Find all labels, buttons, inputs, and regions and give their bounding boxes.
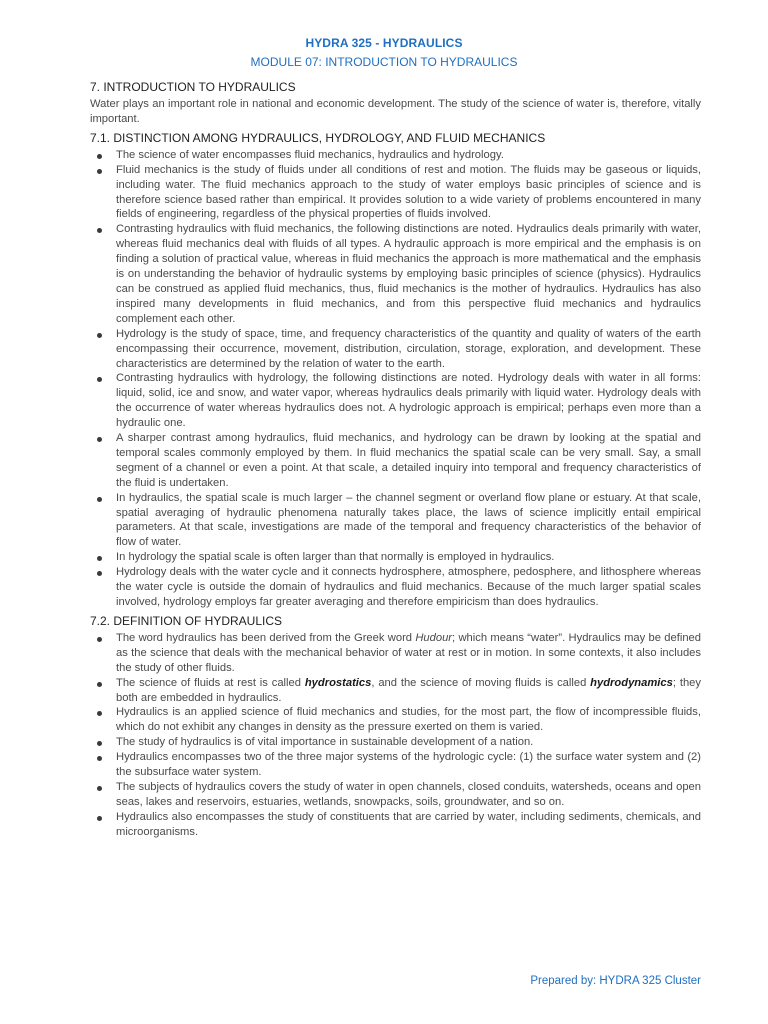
bullet-icon [97, 756, 102, 761]
bullet-icon [97, 377, 102, 382]
list-item-text: A sharper contrast among hydraulics, fluid mechanics, and hydrology can be drawn by looking at the spatial and temporal scales commonly employed by them. In fluid mechanics the spatial scale can be very small. Say, a small segment of a channel or even a point. At that scale, a detailed inquiry into temporal and frequency characteristics of the fluid is undertaken. [116, 432, 701, 489]
list-item-text: In hydrology the spatial scale is often larger than that normally is employed in hydraulics. [116, 551, 555, 564]
list-item [116, 780, 701, 810]
list-item [116, 676, 701, 706]
list-item-text: Contrasting hydraulics with fluid mechanics, the following distinctions are noted. Hydraulics deals primarily with water, whereas fluid mechanics deal with fluids of all types. A hydraulic approach is more empirical and the emphasis is on finding a solution of practical value, whereas in fluid mechanics the approach is more mathematical and the emphasis is on understanding the behavior of hydraulic systems by employing basic principles of science (physics). Hydraulics can be construed as applied fluid mechanics, thus, fluid mechanics is the mother of hydraulics. Hydraulics has also inspired many developments in fluid mechanics, and from this perspective fluid mechanics and hydraulics complement each other. [116, 223, 701, 325]
bullet-icon [97, 741, 102, 746]
list-item [116, 750, 701, 780]
bullet-icon [97, 786, 102, 791]
list-item-text: Hydraulics is an applied science of fluid mechanics and studies, for the most part, the flow of incompressible fluids, which do not exhibit any changes in density as the pressure exerted on them is varied. [116, 706, 701, 734]
list-item-text: Fluid mechanics is the study of fluids under all conditions of rest and motion. The fluids may be gaseous or liquids, including water. The fluid mechanics approach to the study of water employs basic principles of science and is therefore science based rather than empirical. It provides solution to a wide variety of problems encountered in many fields of engineering, regardless of the physical properties of fluids involved. [116, 163, 701, 221]
list-item [116, 565, 701, 610]
prepared-by-footer: Prepared by: HYDRA 325 Cluster [530, 975, 701, 987]
bullet-icon [97, 711, 102, 716]
list-item [116, 735, 701, 750]
bullet-icon [97, 637, 102, 642]
list-item [116, 431, 701, 491]
section-7-1-heading: 7.1. DISTINCTION AMONG HYDRAULICS, HYDROLOGY, AND FLUID MECHANICS [90, 130, 546, 145]
list-item-text-part: ; they both are embedded in hydraulics. [116, 676, 701, 704]
bullet-icon [97, 497, 102, 502]
list-item [116, 705, 701, 735]
list-item-text-part: The science of fluids at rest is called [116, 676, 305, 689]
list-item-text-part: , and the science of moving fluids is called [371, 676, 591, 689]
bullet-icon [97, 169, 102, 174]
list-item-text: Hydraulics also encompasses the study of constituents that are carried by water, including sediments, chemicals, and microorganisms. [116, 810, 701, 838]
term-hydrostatics: hydrostatics [304, 676, 372, 689]
list-item [116, 491, 701, 551]
module-title: MODULE 07: INTRODUCTION TO HYDRAULICS [250, 55, 518, 69]
greek-word: Hudour [415, 631, 453, 644]
list-item-text-part: ; which means “water”. Hydraulics may be defined as the science that deals with the mechanical behavior of water at rest or in motion. In some contexts, it also includes the study of other fluids. [116, 631, 701, 674]
list-item [116, 371, 701, 431]
bullet-icon [97, 571, 102, 576]
section-7-intro: Water plays an important role in national and economic development. The study of the science of water is, therefore, vitally important. [90, 98, 701, 125]
list-item-text: Hydrology is the study of space, time, and frequency characteristics of the quantity and quality of waters of the earth encompassing their occurrence, movement, distribution, circulation, storage, exploration, and development. These characteristics are determined by the relation of water to the earth. [116, 327, 701, 370]
list-item [116, 327, 701, 372]
list-item-text: Hydraulics encompasses two of the three major systems of the hydrologic cycle: (1) the surface water system and (2) the subsurface water system. [116, 751, 701, 779]
section-7-1-list [90, 148, 701, 610]
bullet-icon [97, 333, 102, 338]
list-item [116, 148, 701, 163]
list-item [116, 631, 701, 676]
bullet-icon [97, 816, 102, 821]
list-item [116, 222, 701, 326]
list-item [116, 810, 701, 840]
list-item-text: Contrasting hydraulics with hydrology, the following distinctions are noted. Hydrology deals with water in all forms: liquid, solid, ice and snow, and water vapor, whereas hydraulics deals primarily with liquid water. Hydrology deals with the occurrence of water whereas hydraulics does not. A hydrologic approach is empirical; perhaps even more than a hydraulic one. [116, 372, 701, 430]
list-item [116, 163, 701, 223]
bullet-icon [97, 154, 102, 159]
bullet-icon [97, 556, 102, 561]
bullet-icon [97, 228, 102, 233]
section-7-2-list [90, 631, 701, 840]
document-body [90, 79, 701, 843]
term-hydrodynamics: hydrodynamics [590, 676, 673, 689]
section-7-heading: 7. INTRODUCTION TO HYDRAULICS [90, 80, 296, 94]
section-7-2-heading: 7.2. DEFINITION OF HYDRAULICS [90, 613, 283, 628]
list-item-text: The subjects of hydraulics covers the study of water in open channels, closed conduits, watersheds, oceans and open seas, lakes and reservoirs, estuaries, wetlands, snowpacks, soils, groundwater, and so on. [116, 780, 701, 808]
list-item-text: Hydrology deals with the water cycle and it connects hydrosphere, atmosphere, pedosphere, and lithosphere whereas the water cycle is outside the domain of hydraulics and fluid mechanics. Because of the much larger spatial scales involved, hydrology employs far greater averaging and therefore empiricism than does hydraulics. [116, 566, 701, 608]
bullet-icon [97, 437, 102, 442]
list-item-text: The science of water encompasses fluid mechanics, hydraulics and hydrology. [116, 148, 504, 161]
course-title: HYDRA 325 - HYDRAULICS [305, 36, 463, 50]
list-item-text: In hydraulics, the spatial scale is much larger – the channel segment or overland flow plane or estuary. At that scale, spatial averaging of hydraulic phenomena naturally takes place, the laws of science implicitly entail empirical parameters. At that scale, investigations are made of the temporal and frequency characteristics of the behavior of flow of water. [116, 491, 701, 549]
list-item [116, 550, 701, 565]
list-item-text-part: The word hydraulics has been derived from the Greek word [116, 631, 416, 644]
list-item-text: The study of hydraulics is of vital importance in sustainable development of a nation. [116, 736, 534, 749]
bullet-icon [97, 682, 102, 687]
